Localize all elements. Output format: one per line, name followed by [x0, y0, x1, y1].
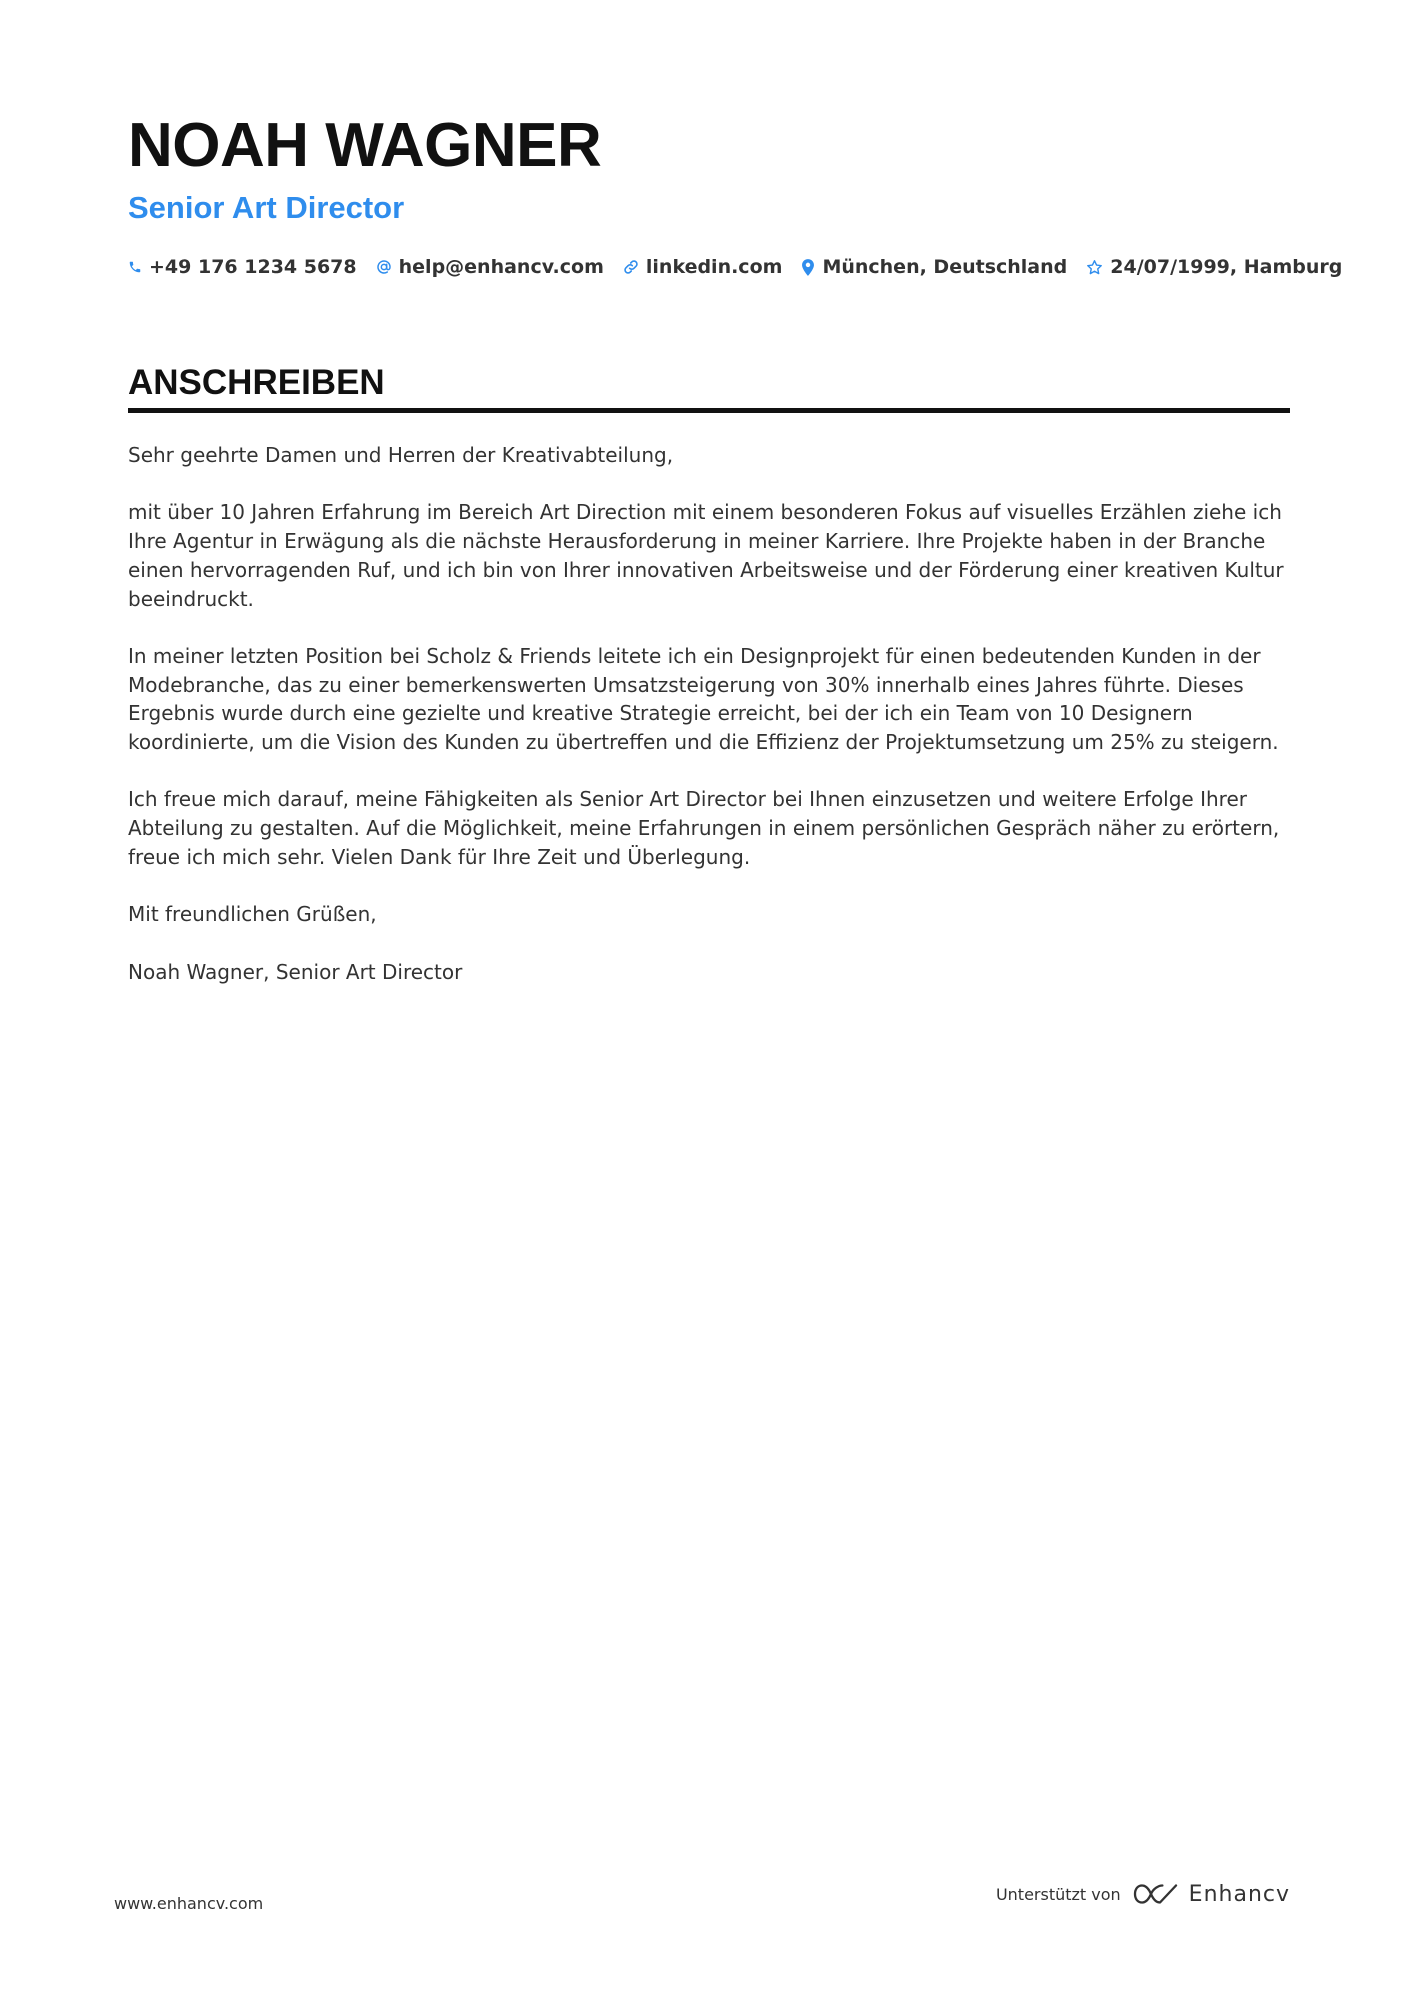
contact-linkedin-text: linkedin.com: [645, 256, 783, 278]
letter-salutation: Sehr geehrte Damen und Herren der Kreativabteilung,: [128, 443, 674, 467]
letter-body: [128, 441, 1290, 986]
letter-signature: Noah Wagner, Senior Art Director: [128, 959, 463, 984]
section-title: ANSCHREIBEN: [128, 363, 385, 402]
star-icon: [1086, 259, 1103, 276]
contact-bar: [128, 256, 1343, 278]
contact-phone-text: +49 176 1234 5678: [149, 256, 357, 278]
footer-branding: [996, 1881, 1290, 1907]
letter-paragraph-2: In meiner letzten Position bei Scholz & Friends leitete ich ein Designprojekt für einen bedeutenden Kunden in der Modebranche, das zu einer bemerkenswerten Umsatzsteigerung von 30% innerhalb eines Jahres führte. Dieses Ergebnis wurde durch eine gezielte und kreative Strategie erreicht, bei der ich ein Team von 10 Designern koordinierte, um die Vision des Kunden zu übertreffen und die Effizienz der Projektumsetzung um 25% zu steigern.: [128, 643, 1279, 754]
brand-logo[interactable]: [1133, 1881, 1290, 1907]
brand-name: Enhancv: [1188, 1881, 1290, 1907]
cover-letter-page: [128, 108, 1343, 1015]
enhancv-logo-icon: [1133, 1881, 1179, 1907]
letter-closing: Mit freundlichen Grüßen,: [128, 902, 377, 927]
footer-powered-by: Unterstützt von: [995, 1884, 1121, 1904]
contact-birth: [1086, 256, 1342, 278]
contact-location-text: München, Deutschland: [822, 256, 1068, 278]
link-icon: [623, 259, 639, 275]
candidate-role: Senior Art Director: [128, 190, 405, 225]
contact-location: [801, 256, 1067, 278]
at-icon: [376, 259, 392, 275]
letter-paragraph-1: mit über 10 Jahren Erfahrung im Bereich Art Direction mit einem besonderen Fokus auf visuelles Erzählen ziehe ich Ihre Agentur in Erwägung als die nächste Herausforderung in meiner Karriere. Ihre Projekte haben in der Branche einen hervorragenden Ruf, und ich bin von Ihrer innovativen Arbeitsweise und der Förderung einer kreativen Kultur beeindruckt.: [128, 500, 1284, 611]
candidate-name: NOAH WAGNER: [128, 111, 602, 180]
contact-email[interactable]: [376, 256, 604, 278]
section-divider: [128, 408, 1290, 413]
contact-birth-text: 24/07/1999, Hamburg: [1110, 256, 1343, 278]
contact-email-text: help@enhancv.com: [398, 256, 604, 278]
phone-icon: [128, 260, 142, 274]
contact-phone: [128, 256, 357, 278]
footer-website[interactable]: www.enhancv.com: [114, 1894, 264, 1913]
letter-paragraph-3: Ich freue mich darauf, meine Fähigkeiten als Senior Art Director bei Ihnen einzusetzen und weitere Erfolge Ihrer Abteilung zu gestalten. Auf die Möglichkeit, meine Erfahrungen in einem persönlichen Gespräch näher zu erörtern, freue ich mich sehr. Vielen Dank für Ihre Zeit und Überlegung.: [128, 787, 1280, 869]
location-pin-icon: [801, 259, 815, 276]
contact-linkedin[interactable]: [623, 256, 783, 278]
